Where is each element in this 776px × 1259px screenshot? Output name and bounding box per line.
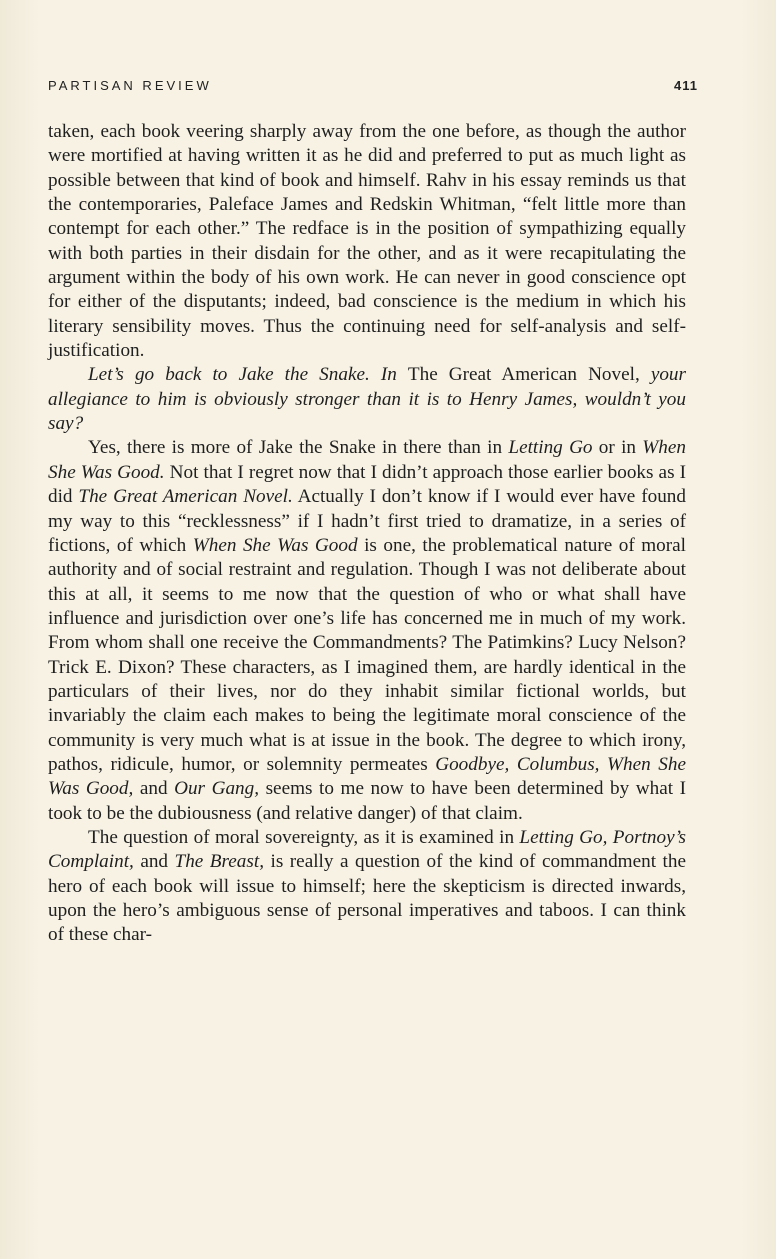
question-text-1: Let’s go back to Jake the Snake. In: [88, 364, 408, 386]
answer-text: is really a question of the kind of commandment the hero of each book will issue to himself; here the skepticism is directed inwards, upon the hero’s ambiguous sense of personal imperatives and taboos. I can think of these char-: [48, 851, 686, 946]
journal-title: PARTISAN REVIEW: [48, 78, 212, 93]
question-book-title: The Great American Novel,: [407, 364, 640, 386]
answer-paragraph: [48, 826, 686, 948]
answer-text: and: [133, 851, 175, 873]
book-title: When She Was Good: [192, 534, 358, 556]
answer-paragraph: [48, 436, 686, 826]
answer-text: seems to me now to have been determined by what I took to be the dubiousness (and relative danger) of that claim.: [48, 778, 686, 824]
book-title: The Breast,: [174, 851, 264, 873]
page-number: 411: [674, 78, 698, 93]
article-body: [48, 120, 686, 948]
paragraph-continuation: taken, each book veering sharply away from the one before, as though the author were mortified at having written it as he did and preferred to put as much light as possible between that kind of book and himself. Rahv in his essay reminds us that the contemporaries, Paleface James and Redskin Whitman, “felt little more than contempt for each other.” The redface is in the position of sympathizing equally with both parties in their disdain for the other, and as it were recapitulating the argument within the body of his own work. He can never in good conscience opt for either of the disputants; indeed, bad conscience is the medium in which his literary sensibility moves. Thus the continuing need for self-analysis and self-justification.: [48, 121, 686, 362]
book-title: Our Gang,: [174, 778, 260, 800]
answer-text: is one, the problematical nature of moral authority and of social restraint and regulation. Though I was not deliberate about this at all, it seems to me now that the question of who or what shall have influence and jurisdiction over one’s life has concerned me in much of my work. From whom shall one receive the Commandments? The Patimkins? Lucy Nelson? Trick E. Dixon? These characters, as I imagined them, are hardly identical in the particulars of their lives, nor do they inhabit similar fictional worlds, but invariably the claim each makes to being the legitimate moral conscience of the community is very much what is at issue in the book. The degree to which irony, pathos, ridicule, humor, or solemnity permeates: [48, 534, 687, 775]
answer-text: Not that I regret now that I didn’t approach those earlier books as I did: [48, 461, 686, 508]
book-title: Letting Go: [508, 437, 593, 459]
answer-text: and: [133, 778, 175, 800]
answer-text: or in: [592, 437, 643, 459]
book-title: Goodbye, Columbus, When She Was Good,: [48, 753, 686, 800]
book-title: Letting Go, Portnoy’s Complaint,: [48, 826, 686, 873]
book-title: The Great American Novel.: [78, 486, 293, 508]
answer-text: The question of moral sovereignty, as it is examined in: [88, 826, 520, 848]
book-title: When She Was Good.: [48, 437, 686, 483]
interview-question: [48, 363, 686, 436]
question-text-2: your allegiance to him is obviously stronger than it is to Henry James, wouldn’t you say?: [48, 364, 686, 435]
running-head: [48, 78, 698, 98]
answer-text: Yes, there is more of Jake the Snake in there than in: [88, 437, 509, 459]
answer-text: Actually I don’t know if I would ever have found my way to this “recklessness” if I hadn’t first tried to dramatize, in a series of fictions, of which: [48, 486, 686, 556]
